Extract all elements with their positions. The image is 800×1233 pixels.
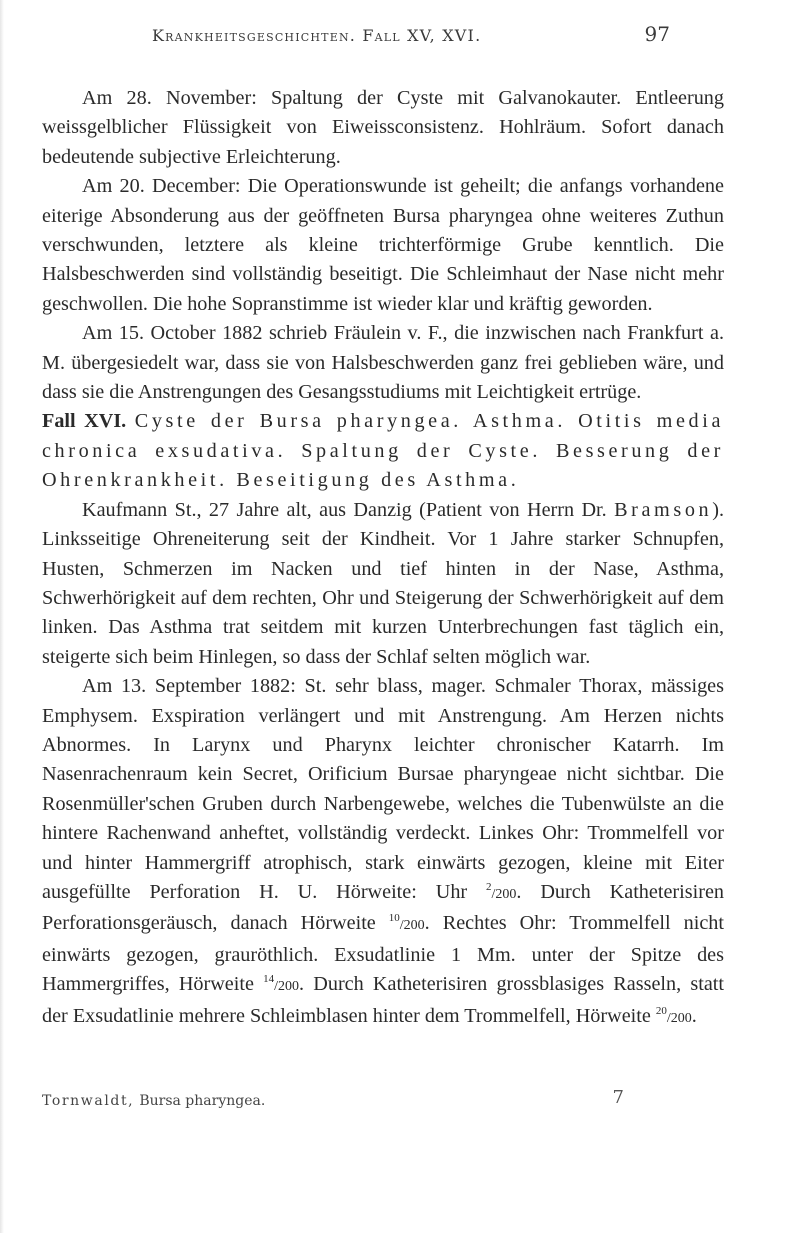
case-title: Cyste der Bursa pharyngea. Asthma. Otitis media chronica exsudativa. Spaltung der Cyste. Besserung der Ohrenkrankheit. Beseitigung des Asthma. bbox=[42, 410, 725, 492]
hearing-fraction-1-num: 2 bbox=[486, 880, 492, 893]
page-number: 97 bbox=[644, 22, 670, 46]
case-heading bbox=[42, 407, 724, 495]
paragraph-patient-history bbox=[42, 496, 724, 672]
signature-mark: 7 bbox=[612, 1087, 624, 1108]
footer-title: Bursa pharyngea. bbox=[139, 1093, 266, 1109]
exam-text-b: . Durch Katheterisiren Perforationsgeräusch, danach Hörweite bbox=[42, 880, 724, 935]
hearing-fraction-3-num: 14 bbox=[263, 973, 275, 986]
hearing-fraction-2-den: /200 bbox=[399, 918, 425, 934]
paragraph-october: Am 15. October 1882 schrieb Fräulein v. F., die inzwischen nach Frankfurt a. M. übergesiedelt war, dass sie von Halsbeschwerden ganz frei geblieben wäre, und dass sie die Anstrengungen des Gesangsstudiums mit Leichtigkeit ertrüge. bbox=[42, 322, 724, 404]
hearing-fraction-3-den: /200 bbox=[274, 979, 300, 995]
hearing-fraction-1-den: /200 bbox=[491, 886, 517, 902]
hearing-fraction-2-num: 10 bbox=[388, 912, 400, 925]
page-edge-shadow bbox=[0, 0, 4, 1233]
exam-text-d: . Durch Katheterisiren grossblasiges Rasseln, statt der Exsudatlinie mehrere Schleimblasen hinter dem Trommelfell, Hörweite bbox=[42, 973, 724, 1027]
body-text bbox=[42, 84, 724, 1033]
footer-author: Tornwaldt, bbox=[42, 1093, 135, 1109]
paragraph-november: Am 28. November: Spaltung der Cyste mit Galvanokauter. Entleerung weissgelblicher Flüssigkeit von Eiweissconsistenz. Hohlräum. Sofort danach bedeutende subjective Erleichterung. bbox=[42, 87, 724, 168]
page-header bbox=[0, 20, 800, 54]
paragraph-december: Am 20. December: Die Operationswunde ist geheilt; die anfangs vorhandene eiterige Absonderung aus der geöffneten Bursa pharyngea ohne weiteres Zuthun verschwunden, letztere als kleine trichterförmige Grube kenntlich. Die Halsbeschwerden sind vollständig beseitigt. Die Schleimhaut der Nase nicht mehr geschwollen. Die hohe Sopranstimme ist wieder klar und kräftig geworden. bbox=[42, 175, 724, 315]
paragraph-examination bbox=[42, 672, 724, 1033]
physician-name: Bramson bbox=[614, 498, 713, 521]
hearing-fraction-4-den: /200 bbox=[666, 1010, 692, 1026]
running-head: Krankheitsgeschichten. Fall XV, XVI. bbox=[152, 26, 482, 45]
exam-text-e: . bbox=[691, 1004, 697, 1027]
history-text-b: ). Linksseitige Ohreneiterung seit der Kindheit. Vor 1 Jahre starker Schnupfen, Husten, Schmerzen im Nacken und tief hinten in der Nase, Asthma, Schwerhörigkeit auf dem rechten, Ohr und Steigerung der Schwerhörigkeit auf dem linken. Das Asthma trat seitdem mit kurzen Unterbrechungen fast täglich ein, steigerte sich beim Hinlegen, so dass der Schlaf selten möglich war. bbox=[42, 498, 724, 668]
page-footer bbox=[42, 1087, 724, 1116]
case-label: Fall XVI. bbox=[42, 410, 127, 433]
hearing-fraction-4-num: 20 bbox=[655, 1004, 667, 1017]
exam-text-c: . Rechtes Ohr: Trommelfell nicht einwärts gezogen, grauröthlich. Exsudatlinie 1 Mm. unter der Spitze des Hammergriffes, Hörweite bbox=[42, 912, 724, 996]
history-text-a: Kaufmann St., 27 Jahre alt, aus Danzig (Patient von Herrn Dr. bbox=[82, 498, 615, 521]
exam-text-a: Am 13. September 1882: St. sehr blass, mager. Schmaler Thorax, mässiges Emphysem. Exspiration verlängert und mit Anstrengung. Am Herzen nichts Abnormes. In Larynx und Pharynx leichter chronischer Katarrh. Im Nasenrachenraum kein Secret, Orificium Bursae pharyngeae nicht sichtbar. Die Rosenmüller'schen Gruben durch Narbengewebe, welches die Tubenwülste an die hintere Rachenwand anheftet, vollständig verdeckt. Linkes Ohr: Trommelfell vor und hinter Hammergriff atrophisch, stark einwärts gezogen, kleine mit Eiter ausgefüllte Perforation H. U. Hörweite: Uhr bbox=[42, 675, 724, 903]
